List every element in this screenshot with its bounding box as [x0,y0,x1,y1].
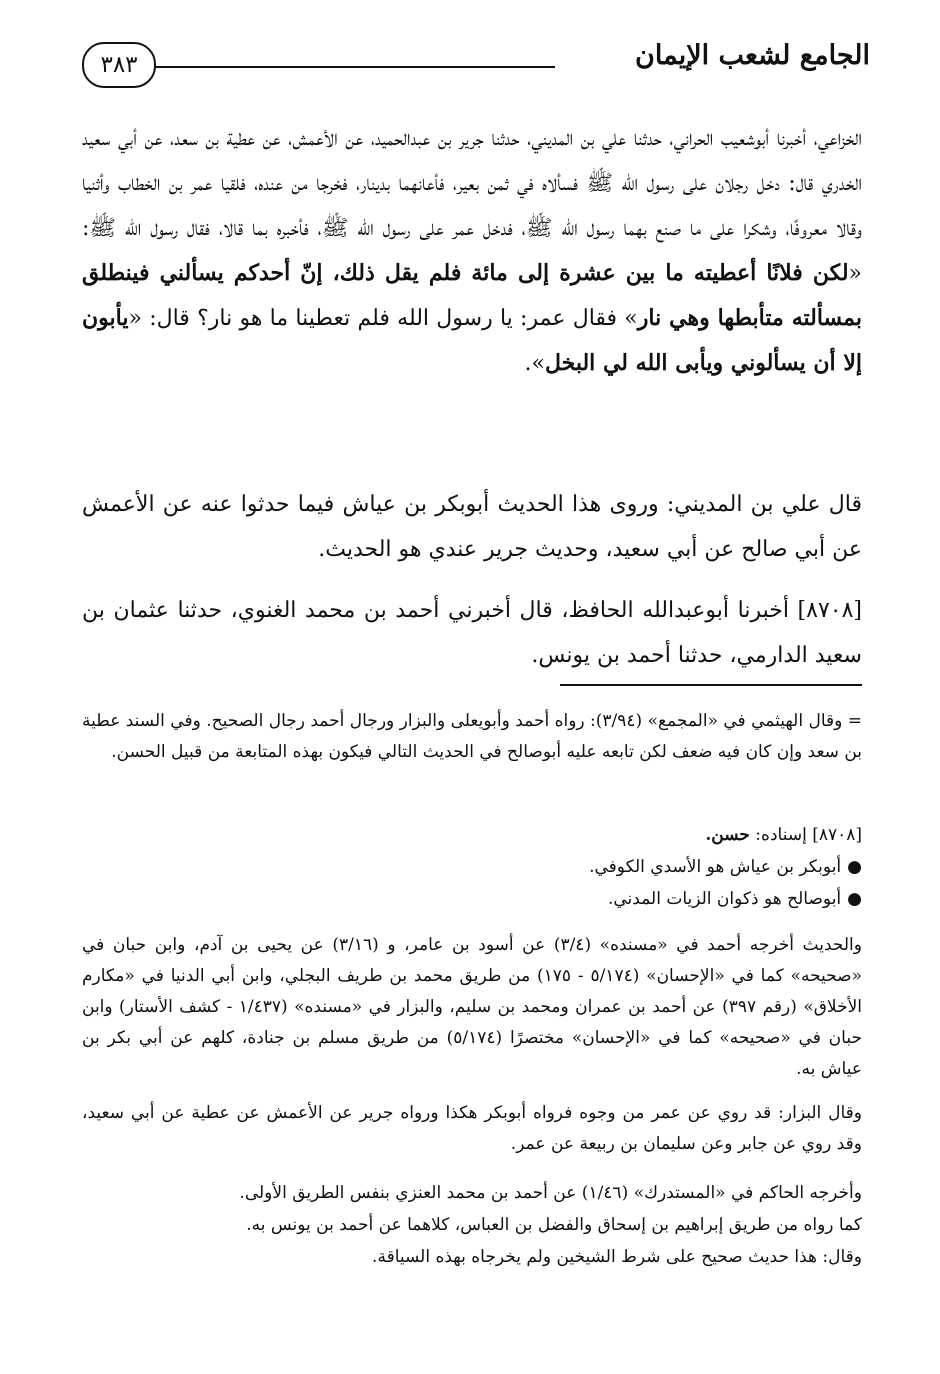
footnote-text: وقال: هذا حديث صحيح على شرط الشيخين ولم يخرجاه بهذه السياقة. [372,1247,862,1267]
hadith-text [82,116,862,386]
footnote-text: وأخرجه الحاكم في «المستدرك» (١/٤٦) عن أحمد بن محمد العنزي بنفس الطريق الأولى. [239,1183,862,1203]
prophet-quote-bold: لكن فلانًا أعطيته ما بين عشرة إلى مائة فلم يقل ذلك، إنّ أحدكم يسألني فينطلق بمسألته متأبطها وهي نار [82,260,862,331]
bullet-icon: ● [847,889,862,909]
footnote-4 [82,884,862,915]
grading-value: حسن. [705,825,750,845]
footnote-text: كما رواه من طريق إبراهيم بن إسحاق والفضل بن العباس، كلاهما عن أحمد بن يونس به. [246,1215,862,1235]
main-paragraph-2 [82,482,862,572]
footnote-9 [82,1242,862,1273]
footnote-1 [82,706,862,768]
bullet-icon: ● [847,857,862,877]
hadith-chain [82,588,862,678]
hadith-number: [٨٧٠٨] [797,598,862,623]
footnote-label: [٨٧٠٨] إسناده: [749,825,862,845]
prophet-quote-bold: يأبون إلا أن يسألوني ويأبى الله لي البخل [82,305,862,376]
commentary-text: قال علي بن المديني: وروى هذا الحديث أبوبكر بن عياش فيما حدثوا عنه عن الأعمش عن أبي صالح عن أبي سعيد، وحديث جرير عندي هو الحديث. [82,492,862,562]
footnote-3 [82,852,862,883]
footnote-text: وقال البزار: قد روي عن عمر من وجوه فرواه أبوبكر هكذا ورواه جرير عن الأعمش عن عطية عن أبي سعيد، وقد روي عن جابر وعن سليمان بن ربيعة عن عمر. [82,1103,862,1154]
main-paragraph-3 [82,588,862,678]
text-segment: الخزاعي، أخبرنا أبوشعيب الحراني، حدثنا علي بن المديني، حدثنا جرير بن عبدالحميد، عن الأعمش، عن عطية بن سعد، عن أبي سعيد الخدري قال: دخل رجلان على رسول الله ﷺ فسألاه في ثمن بعير، فأعانهما بدينار، فخرجا من عنده، فلقيا عمر بن الخطاب وأثنيا وقالا معروفًا، وشكرا على ما صنع بهما رسول الله ﷺ، فدخل عمر على رسول الله ﷺ، فأخبره بما قالا، فقال رسول الله ﷺ: « [82,126,862,286]
running-title: الجامع لشعب الإيمان [635,40,870,71]
footnote-6 [82,1098,862,1160]
footnote-bullet-item [82,884,862,915]
footnote-2 [82,820,862,851]
bullet-text: أبوصالح هو ذكوان الزيات المدني. [607,889,842,909]
chain-text: أخبرنا أبوعبدالله الحافظ، قال أخبرني أحمد بن محمد الغنوي، حدثنا عثمان بن سعيد الدارمي، حدثنا أحمد بن يونس. [82,598,862,668]
page-number: ٣٨٣ [82,42,156,88]
text-segment: ». [524,351,545,376]
footnote-text: والحديث أخرجه أحمد في «مسنده» (٣/٤) عن أسود بن عامر، و (٣/١٦) عن يحيى بن آدم، وابن حبان في «صحيحه» كما في «الإحسان» (٥/١٧٤ - ١٧٥) من طريق محمد بن طريف البجلي، وابن أبي الدنيا في «مكارم الأخلاق» (رقم ٣٩٧) عن أحمد بن عمران ومحمد بن سليم، والبزار في «مسنده» (١/٤٣٧ - كشف الأستار) وابن حبان في «صحيحه» كما في «الإحسان» مختصرًا (٥/١٧٤) من طريق مسلم بن جنادة، كلهم عن أبي بكر بن عياش به. [82,935,862,1079]
header-rule [155,66,555,68]
page-header [82,36,870,106]
main-paragraph-1 [82,116,862,386]
footnote-7 [82,1178,862,1209]
footnote-text: = وقال الهيثمي في «المجمع» (٣/٩٤): رواه أحمد وأبويعلى والبزار ورجال أحمد رجال الصحيح. وفي السند عطية بن سعد وإن كان فيه ضعف لكن تابعه عليه أبوصالح في الحديث التالي فيكون بهذه المتابعة من قبيل الحسن. [82,711,863,762]
footnote-bullet-item [82,852,862,883]
footnote-5 [82,930,862,1085]
footnote-text [82,820,862,851]
footnote-8 [82,1210,862,1241]
footnote-separator [560,684,862,686]
text-segment: » فقال عمر: يا رسول الله فلم تعطينا ما هو نار؟ قال: « [128,306,638,331]
bullet-text: أبوبكر بن عياش هو الأسدي الكوفي. [589,857,842,877]
